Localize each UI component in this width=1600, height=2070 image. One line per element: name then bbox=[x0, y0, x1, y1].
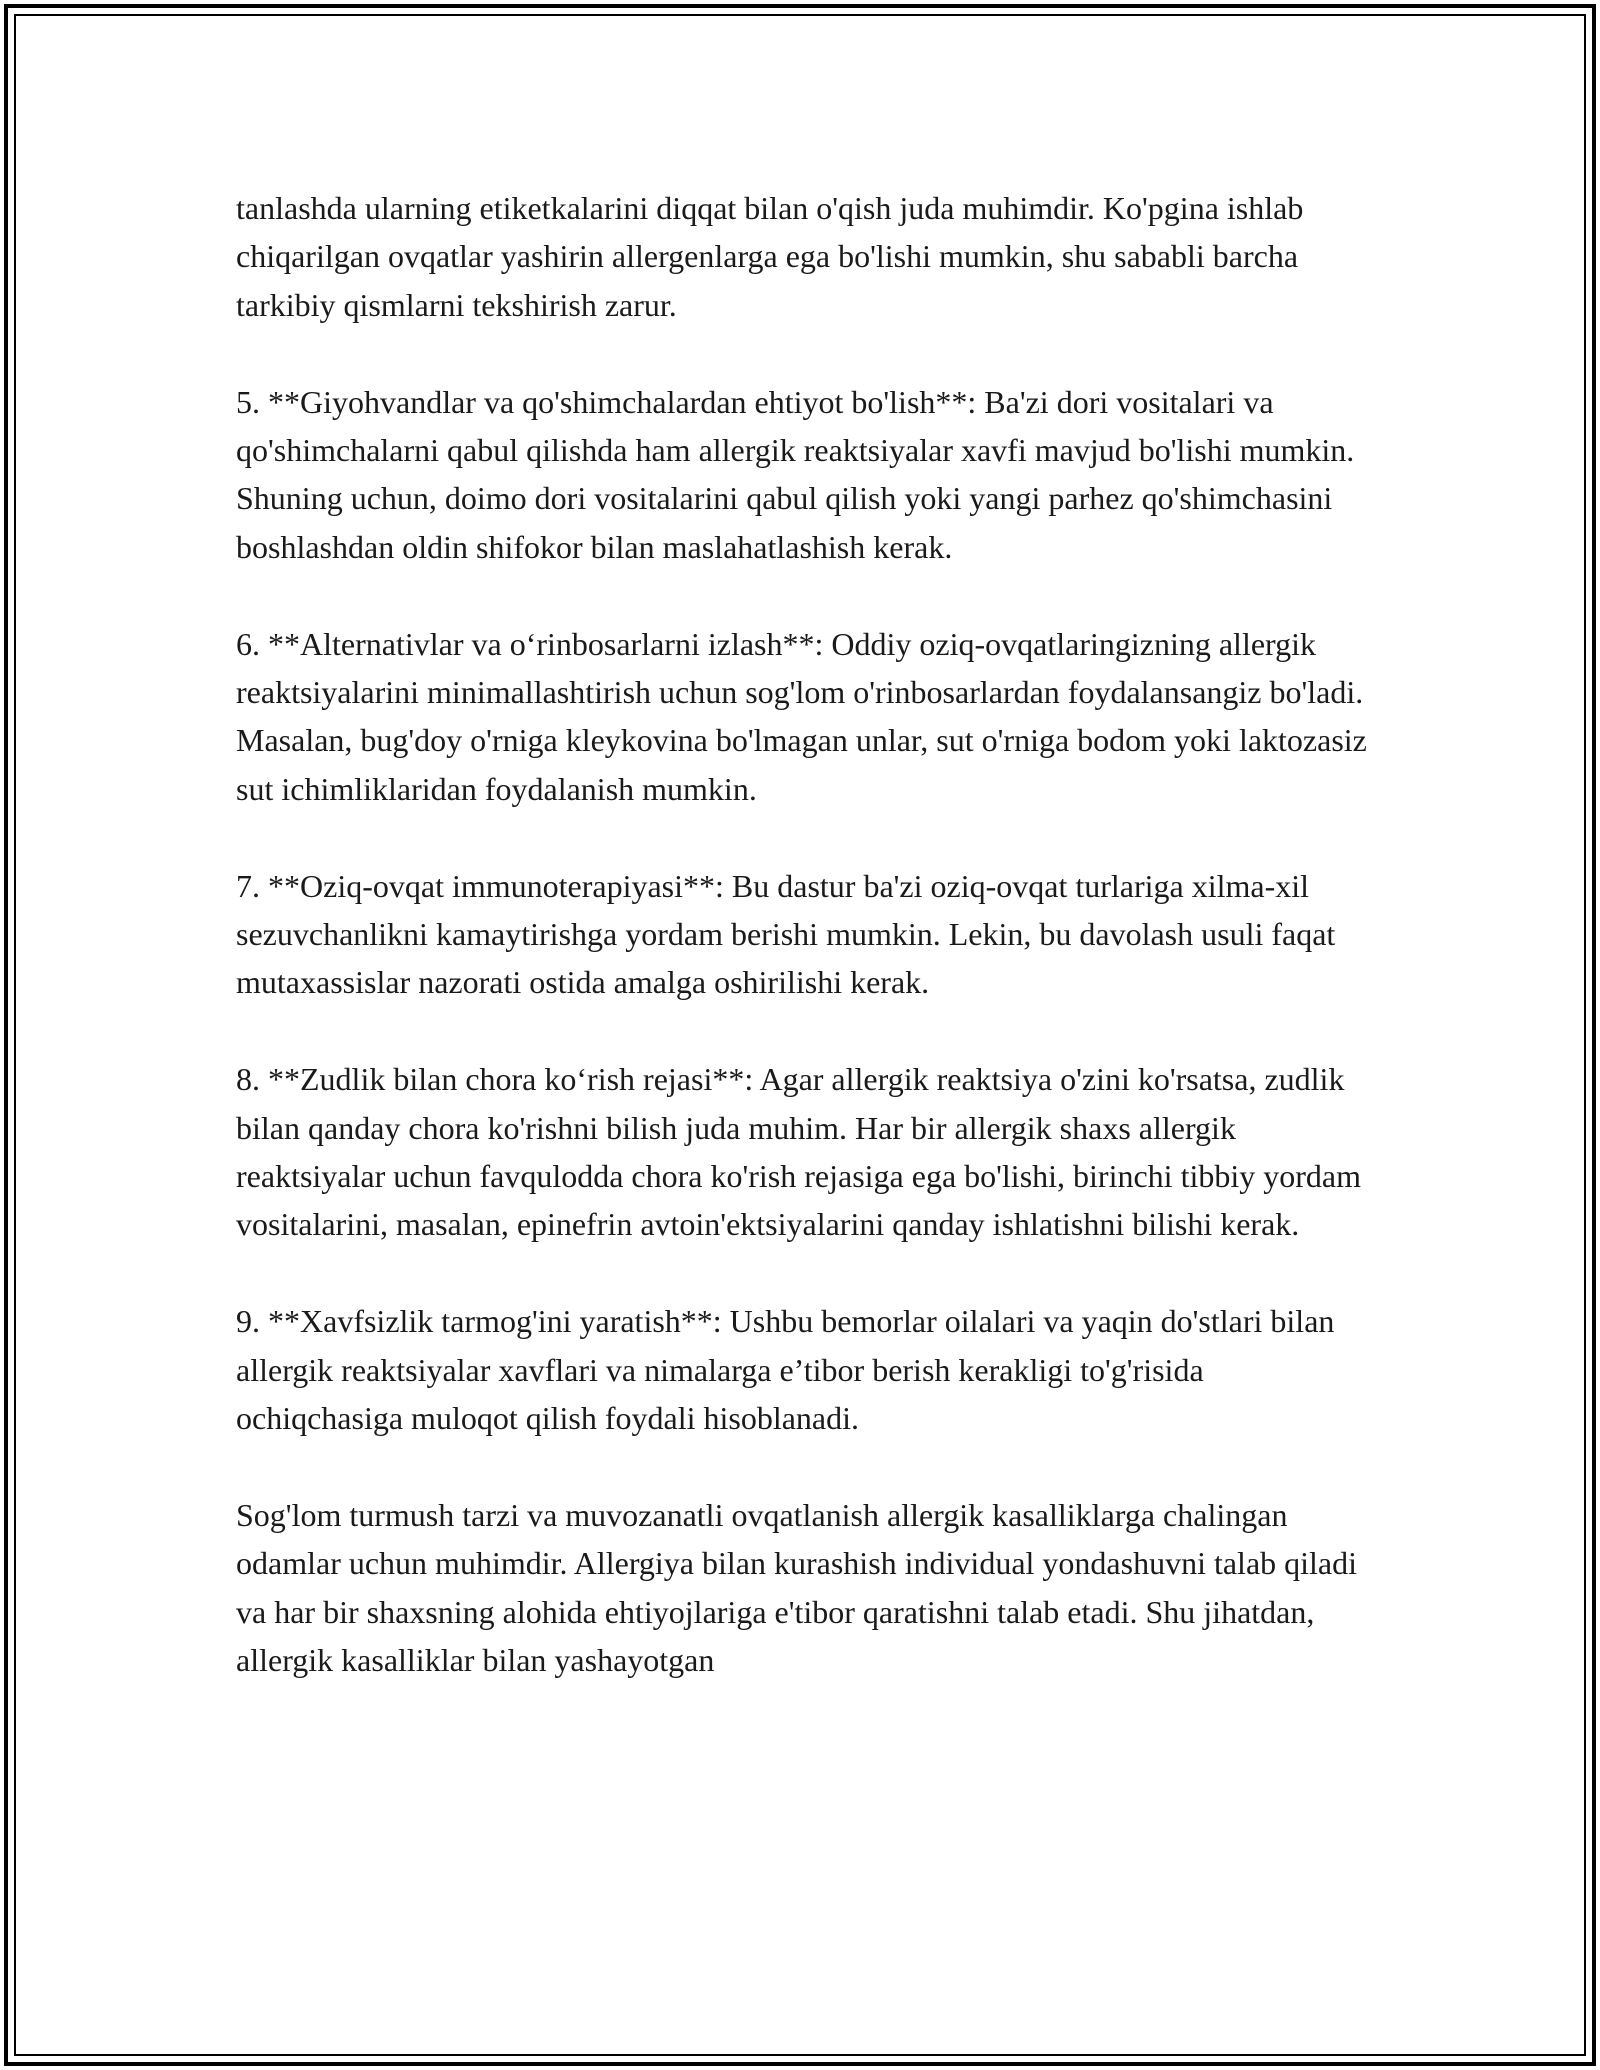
document-body bbox=[236, 184, 1376, 1685]
paragraph-item-8: 8. **Zudlik bilan chora ko‘rish rejasi**: Agar allergik reaktsiya o'zini ko'rsatsa, zudlik bilan qanday chora ko'rishni bilish juda muhim. Har bir allergik shaxs allergik reaktsiyalar uchun favqulodda chora ko'rish rejasiga ega bo'lishi, birinchi tibbiy yordam vositalarini, masalan, epinefrin avtoin'ektsiyalarini qanday ishlatishni bilishi kerak. bbox=[236, 1061, 1361, 1243]
paragraph-item-9: 9. **Xavfsizlik tarmog'ini yaratish**: Ushbu bemorlar oilalari va yaqin do'stlari bilan allergik reaktsiyalar xavflari va nimalarga e’tibor berish kerakligi to'g'risida ochiqchasiga muloqot qilish foydali hisoblanadi. bbox=[236, 1303, 1335, 1437]
paragraph-item-6: 6. **Alternativlar va o‘rinbosarlarni izlash**: Oddiy oziq-ovqatlaringizning allergik reaktsiyalarini minimallashtirish uchun sog'lom o'rinbosarlardan foydalansangiz bo'ladi. Masalan, bug'doy o'rniga kleykovina bo'lmagan unlar, sut o'rniga bodom yoki laktozasiz sut ichimliklaridan foydalanish mumkin. bbox=[236, 625, 1367, 807]
paragraph-intro-continuation: tanlashda ularning etiketkalarini diqqat bilan o'qish juda muhimdir. Ko'pgina ishlab chiqarilgan ovqatlar yashirin allergenlarga ega bo'lishi mumkin, shu sababli barcha tarkibiy qismlarni tekshirish zarur. bbox=[236, 190, 1304, 323]
paragraph-item-7: 7. **Oziq-ovqat immunoterapiyasi**: Bu dastur ba'zi oziq-ovqat turlariga xilma-xil sezuvchanlikni kamaytirishga yordam berishi mumkin. Lekin, bu davolash usuli faqat mutaxassislar nazorati ostida amalga oshirilishi kerak. bbox=[236, 867, 1336, 1001]
paragraph-conclusion: Sog'lom turmush tarzi va muvozanatli ovqatlanish allergik kasalliklarga chalingan odamlar uchun muhimdir. Allergiya bilan kurashish individual yondashuvni talab qiladi va har bir shaxsning alohida ehtiyojlariga e'tibor qaratishni talab etadi. Shu jihatdan, allergik kasalliklar bilan yashayotgan bbox=[236, 1496, 1358, 1679]
paragraph-item-5: 5. **Giyohvandlar va qo'shimchalardan ehtiyot bo'lish**: Ba'zi dori vositalari va qo'shimchalarni qabul qilishda ham allergik reaktsiyalar xavfi mavjud bo'lishi mumkin. Shuning uchun, doimo dori vositalarini qabul qilish yoki yangi parhez qo'shimchasini boshlashdan oldin shifokor bilan maslahatlashish kerak. bbox=[236, 383, 1355, 565]
